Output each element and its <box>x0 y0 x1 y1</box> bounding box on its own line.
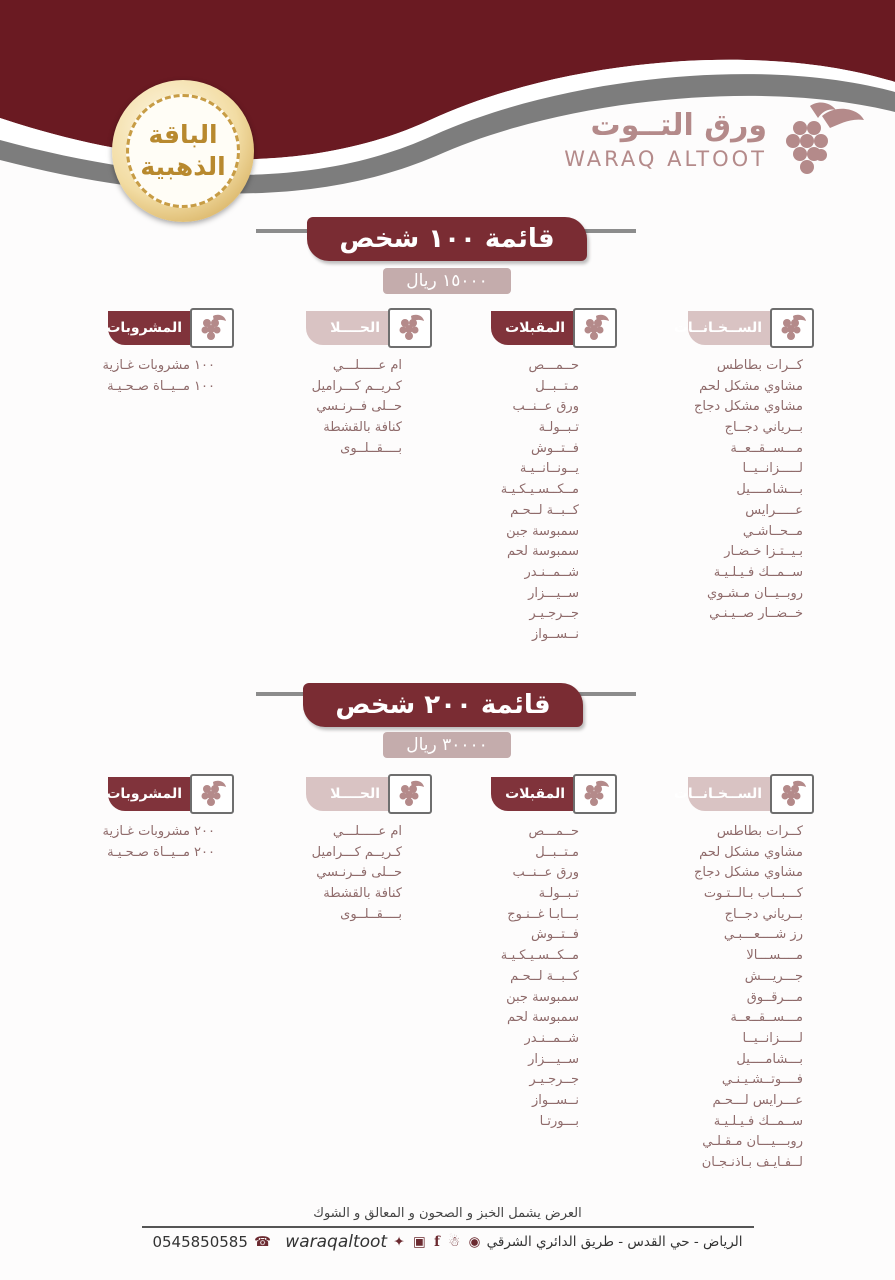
category-label: الحــــلا <box>330 320 380 336</box>
menu-item: سمبوسة لحم <box>506 1010 579 1026</box>
menu-item: ١٠٠ مشروبات غـازية <box>102 358 215 373</box>
menu-item: مــكــسـيـكـيـة <box>500 482 579 498</box>
menu-item: ورق عــنــب <box>512 865 579 881</box>
menu-item: تـبــولـة <box>538 886 579 902</box>
menu-item: بـــشامــــيل <box>736 1051 803 1067</box>
badge-line-2: الذهبية <box>140 152 226 181</box>
menu-item: كـريــم كـــراميل <box>311 844 402 860</box>
menu-2-category-drinks <box>90 777 230 811</box>
menu-item: جـــريـــش <box>744 968 803 984</box>
menu-item: بــرياني دجــاج <box>724 906 803 922</box>
menu-item: مشاوي مشكل دجاج <box>693 399 803 415</box>
menu-item: لـــــزانــيــا <box>742 461 803 477</box>
menu-item: بــــقــلــوى <box>340 440 402 456</box>
menu-2-category-desserts <box>288 777 428 811</box>
menu-item: رز شــــعـــبـي <box>723 927 803 943</box>
menu-item: مشاوي مشكل لحم <box>699 844 803 860</box>
menu-item: روبــيــان مـشـوي <box>706 585 803 601</box>
menu-item: ٢٠٠ مــيــاة صـحـيـة <box>107 844 215 860</box>
facebook-icon[interactable]: f <box>434 1234 440 1250</box>
badge-line-1: الباقة <box>148 120 218 149</box>
menu-item: ســيـــزار <box>528 585 579 601</box>
menu-item: ام عـــــلـــي <box>332 358 402 373</box>
menu-item: مشاوي مشكل دجاج <box>693 865 803 881</box>
menu-1-hot-dishes-list <box>694 356 803 625</box>
menu-item: حــمـــص <box>528 358 579 373</box>
menu-item: بـــورتـا <box>539 1113 579 1129</box>
menu-item: يــونــانــيـة <box>519 461 579 477</box>
menu-item: خــضــار صــيـنـي <box>709 606 803 622</box>
menu-item: ١٠٠ مــيــاة صـحـيـة <box>107 378 215 394</box>
menu-item: كنافة بالقشطة <box>323 420 402 436</box>
menu-item: فــتــوش <box>531 927 579 943</box>
menu-1-drinks-list <box>103 356 215 397</box>
menu-2-desserts-list <box>312 822 402 925</box>
location-pin-icon: ◉ <box>468 1234 481 1250</box>
menu-2-category-appetizers <box>473 777 613 811</box>
menu-item: ســمــك فـيـلـيـة <box>713 564 803 580</box>
menu-item: سمبوسة لحم <box>506 544 579 560</box>
menu-item: بــرياني دجــاج <box>724 420 803 436</box>
menu-item: ســيـــزار <box>528 1051 579 1067</box>
social-handle[interactable]: waraqaltoot <box>285 1232 388 1252</box>
menu-2-title: قائمة ٢٠٠ شخص <box>303 683 583 727</box>
footer-divider <box>142 1226 754 1228</box>
menu-item: مــكــسـيـكـيـة <box>500 948 579 964</box>
menu-item: بـــابـا غــنـوج <box>507 906 579 922</box>
instagram-icon[interactable]: ▣ <box>413 1234 426 1250</box>
menu-item: مشاوي مشكل لحم <box>699 378 803 394</box>
menu-2-category-hot-dishes <box>670 777 810 811</box>
menu-item: نــســواز <box>531 1092 579 1108</box>
offer-note: العرض يشمل الخبز و الصحون و المعالق و الشوك <box>313 1206 582 1221</box>
menu-2-appetizers-list <box>501 822 579 1132</box>
menu-1-title: قائمة ١٠٠ شخص <box>307 217 587 261</box>
category-label: الحــــلا <box>330 786 380 802</box>
menu-item: سمبوسة جبن <box>506 989 579 1005</box>
menu-item: مـتــبــل <box>535 844 579 860</box>
grape-icon <box>388 308 432 348</box>
menu-item: شــمــنـدر <box>524 1030 579 1046</box>
menu-item: كــرات بطاطس <box>716 824 803 839</box>
menu-item: حــمـــص <box>528 824 579 839</box>
menu-1-category-desserts <box>288 311 428 345</box>
menu-item: فــــوتــشـيـنـي <box>721 1072 803 1088</box>
grape-icon <box>190 774 234 814</box>
menu-item: جــرجـيـر <box>529 1072 579 1088</box>
menu-item: ٢٠٠ مشروبات غـازية <box>102 824 215 839</box>
menu-1-category-hot-dishes <box>670 311 810 345</box>
menu-item: كنافة بالقشطة <box>323 886 402 902</box>
grape-icon <box>573 774 617 814</box>
menu-1-category-appetizers <box>473 311 613 345</box>
menu-item: لــفـايـف بـاذنـجـان <box>701 1155 803 1170</box>
phone-icon: ☎ <box>254 1234 271 1250</box>
grape-logo-icon <box>778 98 868 188</box>
menu-item: كــبــة لــحـم <box>510 968 579 984</box>
menu-item: مـــســقــعــة <box>730 440 803 456</box>
category-label: الســخـانــات <box>673 320 762 336</box>
category-label: المقبلات <box>505 786 565 802</box>
grape-icon <box>770 774 814 814</box>
footer-address: الرياض - حي القدس - طريق الدائري الشرقي <box>486 1234 743 1250</box>
menu-2-price: ٣٠٠٠٠ ريال <box>383 732 511 758</box>
menu-1-price: ١٥٠٠٠ ريال <box>383 268 511 294</box>
menu-item: مـــرقــوق <box>746 989 803 1005</box>
snapchat-icon[interactable]: ☃ <box>448 1234 461 1250</box>
menu-item: عـــــرايس <box>745 502 803 518</box>
category-label: الســخـانــات <box>673 786 762 802</box>
menu-1-desserts-list <box>312 356 402 459</box>
brand-name-english: WARAQ ALTOOT <box>564 147 767 171</box>
menu-item: مــحــاشـي <box>742 523 803 539</box>
menu-item: كــرات بطاطس <box>716 358 803 373</box>
menu-item: مـتــبــل <box>535 378 579 394</box>
menu-item: ورق عــنــب <box>512 399 579 415</box>
menu-1-category-drinks <box>90 311 230 345</box>
menu-item: لـــــزانــيــا <box>742 1030 803 1046</box>
grape-icon <box>770 308 814 348</box>
menu-item: كـريــم كـــراميل <box>311 378 402 394</box>
menu-2-drinks-list <box>103 822 215 863</box>
phone-number[interactable]: 0545850585 <box>152 1233 248 1251</box>
golden-package-badge <box>112 80 254 222</box>
brand-name-arabic: ورق التــوت <box>590 108 767 143</box>
menu-item: ام عـــــلـــي <box>332 824 402 839</box>
menu-item: بــــقــلــوى <box>340 906 402 922</box>
menu-item: حــلى فــرنـسي <box>316 399 402 415</box>
menu-item: بـــشامــــيل <box>736 482 803 498</box>
menu-item: فــتــوش <box>531 440 579 456</box>
menu-item: نــســواز <box>531 626 579 642</box>
grape-icon <box>190 308 234 348</box>
category-label: المشروبات <box>106 786 182 802</box>
menu-2-hot-dishes-list <box>694 822 803 1174</box>
menu-item: مـــســقــعــة <box>730 1010 803 1026</box>
menu-1-appetizers-list <box>501 356 579 646</box>
category-label: المشروبات <box>106 320 182 336</box>
menu-item: جــرجـيـر <box>529 606 579 622</box>
menu-item: كـــبــاب بـالــتـوت <box>703 886 803 902</box>
menu-item: شــمــنـدر <box>524 564 579 580</box>
grape-icon <box>573 308 617 348</box>
footer-contact <box>0 1232 895 1252</box>
category-label: المقبلات <box>505 320 565 336</box>
menu-item: بـيــتـزا خـضـار <box>724 544 803 560</box>
twitter-icon[interactable]: ✦ <box>393 1234 405 1250</box>
menu-item: تـبــولـة <box>538 420 579 436</box>
menu-item: مــــســـالا <box>746 948 803 964</box>
menu-item: حــلى فــرنـسي <box>316 865 402 881</box>
menu-item: عـــرايس لـــحـم <box>712 1092 803 1108</box>
menu-item: ســمــك فـيـلـيـة <box>713 1113 803 1129</box>
menu-item: روبـــيـــان مـقـلـي <box>702 1134 803 1150</box>
menu-item: كــبــة لــحـم <box>510 502 579 518</box>
menu-item: سمبوسة جبن <box>506 523 579 539</box>
grape-icon <box>388 774 432 814</box>
